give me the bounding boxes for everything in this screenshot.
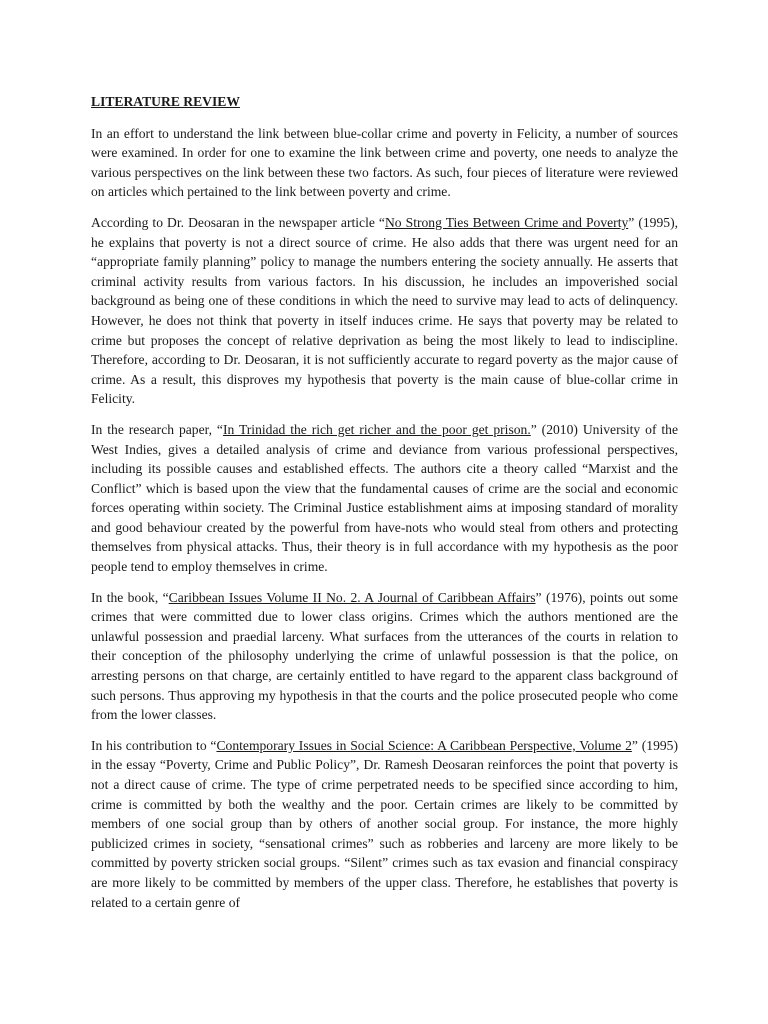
cited-title: In Trinidad the rich get richer and the poor get prison. [222, 421, 531, 437]
paragraph-text-before: In the book, “ [91, 589, 169, 605]
paragraph-text-before: In his contribution to “ [91, 737, 217, 753]
paragraph-text-after: ” (1995), he explains that poverty is not a direct source of crime. He also adds that there was urgent need for an “appropriate family planning” policy to manage the numbers entering the society annually. He asserts that criminal activity results from various factors. In his discussion, he includes an impoverished social background as being one of these conditions in which the need to survive may lead to acts of delinquency. However, he does not think that poverty in itself induces crime. He says that poverty may be related to crime but proposes the concept of relative deprivation as being the most likely to lead to indiscipline. Therefore, according to Dr. Deosaran, it is not sufficiently accurate to regard poverty as the major cause of crime. As a result, this disproves my hypothesis that poverty is the main cause of blue-collar crime in Felicity. [91, 214, 678, 407]
paragraph-text-after: ” (2010) University of the West Indies, gives a detailed analysis of crime and deviance from various professional perspectives, including its possible causes and established effects. The authors cite a theory called “Marxist and the Conflict” which is based upon the view that the fundamental causes of crime are the social and economic forces operating within society. The Criminal Justice establishment aims at imposing standard of morality and good behaviour created by the powerful from have-nots who would steal from others and protecting themselves from physical attacks. Thus, their theory is in full accordance with my hypothesis as the poor people tend to employ themselves in crime. [91, 421, 678, 575]
paragraph-intro [91, 124, 678, 202]
paragraph-text-before: In the research paper, “ [91, 421, 223, 437]
section-heading: LITERATURE REVIEW [91, 94, 240, 109]
cited-title: Caribbean Issues Volume II No. 2. A Journal of Caribbean Affairs [168, 589, 536, 605]
paragraph-deosaran-article [91, 213, 678, 409]
document-page [91, 92, 678, 923]
paragraph-contemporary-issues [91, 736, 678, 912]
paragraph-text-before: According to Dr. Deosaran in the newspaper article “ [91, 214, 385, 230]
paragraph-caribbean-issues [91, 588, 678, 725]
cited-title: No Strong Ties Between Crime and Poverty [384, 214, 629, 230]
paragraph-research-paper [91, 420, 678, 577]
paragraph-intro-text: In an effort to understand the link between blue-collar crime and poverty in Felicity, a number of sources were examined. In order for one to examine the link between crime and poverty, one needs to analyze the various perspectives on the link between these two factors. As such, four pieces of literature were reviewed on articles which pertained to the link between poverty and crime. [91, 125, 678, 200]
paragraph-text-after: ” (1976), points out some crimes that were committed due to lower class origins. Crimes which the authors mentioned are the unlawful possession and praedial larceny. What surfaces from the utterances of the courts in relation to their conception of the philosophy underlying the crime of unlawful possession is that the police, on arresting persons on that charge, are certainly entitled to have regard to the apparent class background of such persons. Thus approving my hypothesis in that the courts and the police prosecuted people who come from the lower classes. [91, 589, 678, 723]
paragraph-text-after: ” (1995) in the essay “Poverty, Crime and Public Policy”, Dr. Ramesh Deosaran reinforces the point that poverty is not a direct cause of crime. The type of crime perpetrated needs to be specified since according to him, crime is committed by both the wealthy and the poor. Certain crimes are likely to be committed by members of one social group than by others of another social group. For instance, the more highly publicized crimes in society, “sensational crimes” such as robberies and larceny are more likely to be committed by poverty stricken social groups. “Silent” crimes such as tax evasion and financial conspiracy are more likely to be committed by members of the upper class. Therefore, he establishes that poverty is related to a certain genre of [91, 737, 678, 910]
cited-title: Contemporary Issues in Social Science: A Caribbean Perspective, Volume 2 [216, 737, 632, 753]
